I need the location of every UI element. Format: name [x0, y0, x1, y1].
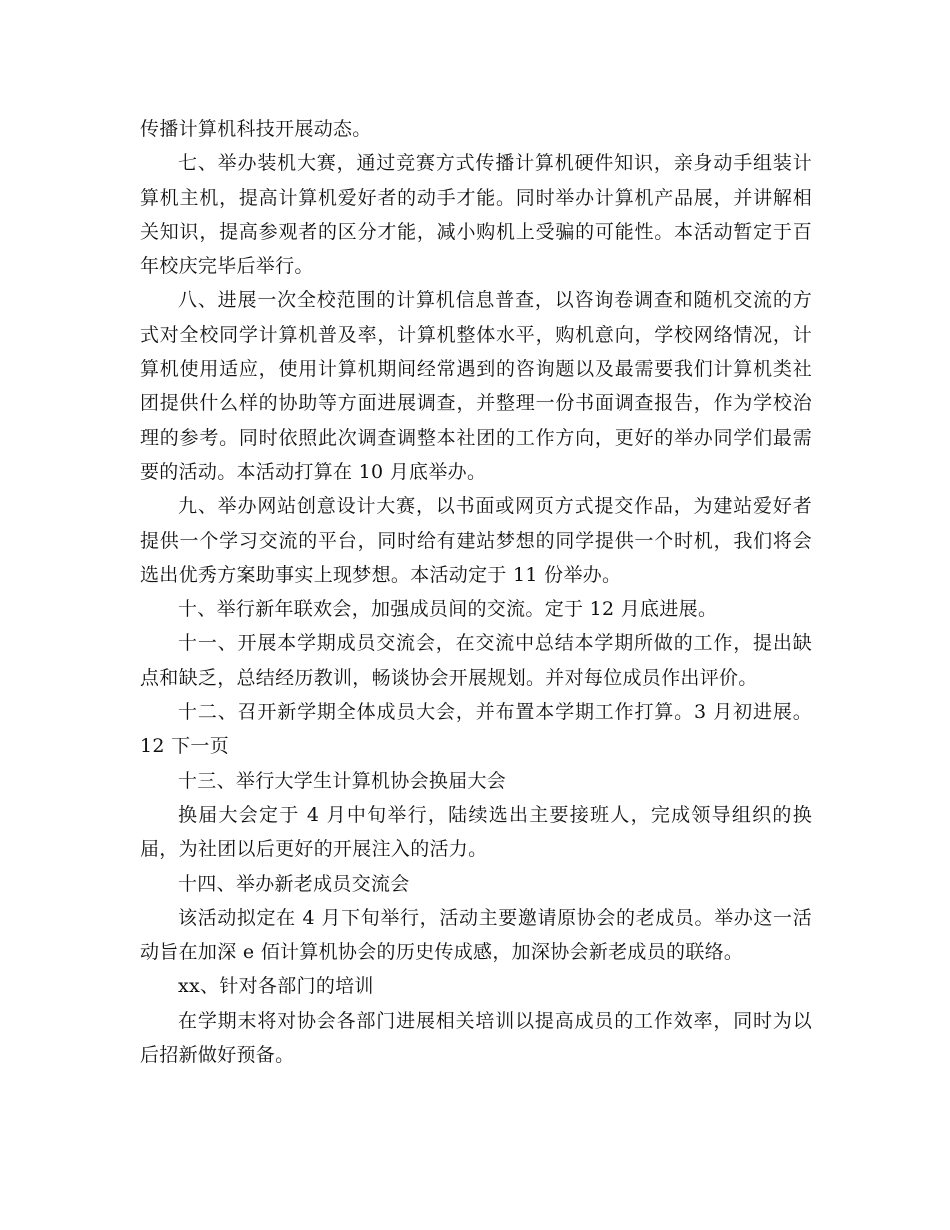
paragraph-item-12: 十二、召开新学期全体成员大会，并布置本学期工作打算。3 月初进展。12 下一页: [140, 701, 812, 758]
paragraph-item-10: 十、举行新年联欢会，加强成员间的交流。定于 12 月底进展。: [178, 598, 718, 621]
paragraph-item-13-detail: 换届大会定于 4 月中旬举行，陆续选出主要接班人，完成领导组织的换届，为社团以后更好的开展注入的活力。: [140, 803, 812, 861]
paragraph-item-7: 七、举办装机大赛，通过竞赛方式传播计算机硬件知识，亲身动手组装计算机主机，提高计算机爱好者的动手才能。同时举办计算机产品展，并讲解相关知识，提高参观者的区分才能，减小购机上受骗的可能性。本活动暂定于百年校庆完毕后举行。: [140, 152, 812, 278]
heading-item-xx: xx、针对各部门的培训: [178, 975, 374, 998]
heading-item-13: 十三、举行大学生计算机协会换届大会: [178, 769, 507, 792]
paragraph-item-8: 八、进展一次全校范围的计算机信息普查，以咨询卷调查和随机交流的方式对全校同学计算机普及率，计算机整体水平，购机意向，学校网络情况，计算机使用适应，使用计算机期间经常遇到的咨询题以及最需要我们计算机类社团提供什么样的协助等方面进展调查，并整理一份书面调查报告，作为学校治理的参考。同时依照此次调查调整本社团的工作方向，更好的举办同学们最需要的活动。本活动打算在 10 月底举办。: [140, 289, 812, 483]
paragraph-item-14-detail: 该活动拟定在 4 月下旬举行，活动主要邀请原协会的老成员。举办这一活动旨在加深 e 佰计算机协会的历史传成感，加深协会新老成员的联络。: [140, 906, 812, 964]
paragraph-item-11: 十一、开展本学期成员交流会，在交流中总结本学期所做的工作，提出缺点和缺乏，总结经历教训，畅谈协会开展规划。并对每位成员作出评价。: [140, 632, 812, 689]
heading-item-14: 十四、举办新老成员交流会: [178, 872, 410, 895]
paragraph-item-9: 九、举办网站创意设计大赛，以书面或网页方式提交作品，为建站爱好者提供一个学习交流的平台，同时给有建站梦想的同学提供一个时机，我们将会选出优秀方案助事实上现梦想。本活动定于 11 份举办。: [140, 495, 812, 586]
paragraph-item-xx-detail: 在学期末将对协会各部门进展相关培训以提高成员的工作效率，同时为以后招新做好预备。: [140, 1009, 812, 1067]
document-body: [140, 112, 812, 1072]
paragraph-continuation: 传播计算机科技开展动态。: [140, 118, 372, 140]
